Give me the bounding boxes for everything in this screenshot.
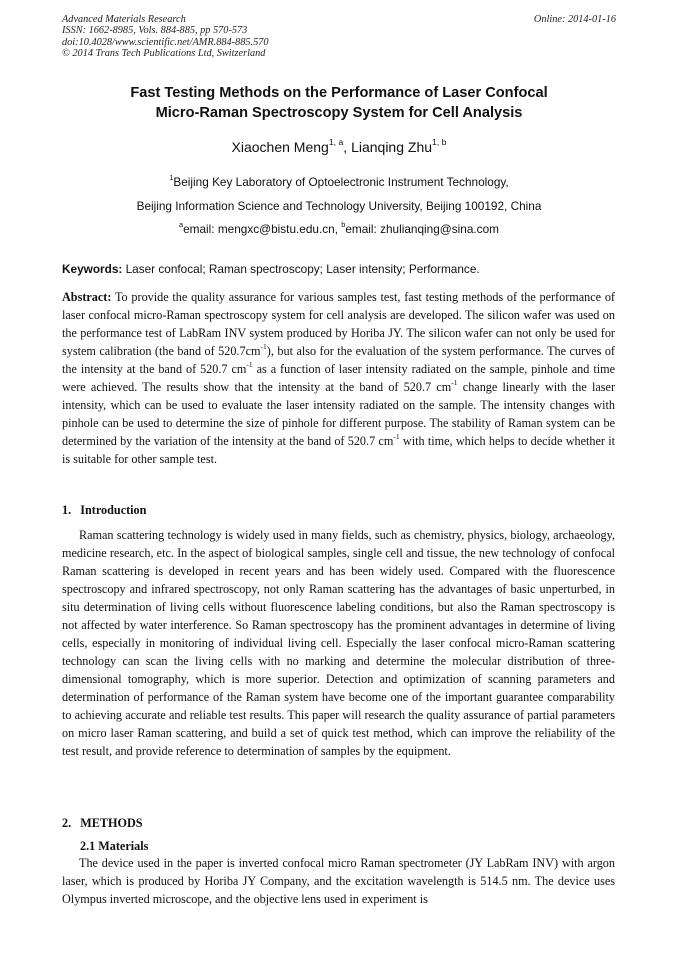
email-line: [0, 222, 678, 236]
journal-issn: ISSN: 1662-8985, Vols. 884-885, pp 570-573: [62, 25, 248, 37]
email-b-mark: b: [341, 220, 346, 230]
paper-title: [0, 83, 678, 123]
email-a[interactable]: email: mengxc@bistu.edu.cn,: [183, 222, 342, 236]
affiliation-mark: 1: [169, 173, 174, 183]
author-list: [0, 138, 678, 156]
journal-name: Advanced Materials Research: [62, 14, 186, 25]
unit-exponent: -1: [451, 378, 458, 388]
keywords-text: Laser confocal; Raman spectroscopy; Laser intensity; Performance.: [122, 262, 480, 276]
author-1-affil-mark: 1, a: [328, 137, 344, 148]
abstract-text-3: as a function of laser intensity radiated on the sample, pinhole and time were achieved. The results show that the intensity at the band of 520.7 cm: [62, 362, 615, 394]
journal-copyright: © 2014 Trans Tech Publications Ltd, Switzerland: [62, 48, 266, 60]
abstract-label: Abstract:: [62, 290, 112, 304]
keywords: [62, 262, 480, 276]
abstract: [62, 288, 615, 468]
affiliation-line-2: Beijing Information Science and Technology University, Beijing 100192, China: [136, 199, 542, 213]
author-2-name: Lianqing Zhu: [351, 139, 433, 155]
email-b[interactable]: email: zhulianqing@sina.com: [345, 222, 499, 236]
subsection-heading-materials: 2.1 Materials: [80, 839, 149, 853]
materials-paragraph: The device used in the paper is inverted confocal micro Raman spectrometer (JY LabRam INV) with argon laser, which is produced by Horiba JY Company, and the excitation wavelength is 514.5 nm. The device uses Olympus inverted microscope, and the objective lens used in experiment is: [62, 856, 615, 906]
unit-exponent: -1: [246, 360, 253, 370]
introduction-paragraph: Raman scattering technology is widely used in many fields, such as chemistry, physics, biology, archaeology, medicine research, etc. In the aspect of biological samples, single cell and tissue, the new technology of confocal Raman scattering is developed in recent years and has been widely used. Compared with the fluorescence spectroscopy and infrared spectroscopy, not only Raman scattering has the advantages of basic unperturbed, in situ determination of living cells without fluorescence labeling conditions, but also the Raman spectroscopy is not affected by water interference. So Raman spectroscopy has the prominent advantages in determine of living cells, especially in monitoring of individual living cell. Especially the laser confocal micro-Raman scattering technology can scan the living cells with no marking and determine the molecular distribution of three-dimensional tomography, which is more superior. Detection and optimization of scanning parameters and determination of performance of the Raman system have become one of the important guarantee comparability to achieving accurate and reliable test results. This paper will research the quality assurance of partial parameters on micro laser Raman scattering, and build a set of quick test method, which can improve the reliability of the test result, and provide reference to determination of samples by the equipment.: [62, 528, 615, 758]
keywords-label: Keywords:: [62, 262, 123, 276]
affiliation-line-1: [0, 175, 678, 189]
abstract-text-4: change linearly with the laser intensity, which can be used to evaluate the laser intensity radiated on the sample. The intensity changes with pinhole can be used to determine the size of pinhole for different purpose. The stability of Raman system can be determined by the variation of the intensity at the band of 520.7 cm: [62, 380, 615, 448]
email-a-mark: a: [179, 220, 184, 230]
author-1-name: Xiaochen Meng: [231, 139, 329, 155]
journal-doi[interactable]: doi:10.4028/www.scientific.net/AMR.884-885.570: [62, 36, 269, 48]
section-heading-introduction: 1. Introduction: [62, 503, 147, 517]
section-heading-methods: 2. METHODS: [62, 816, 143, 830]
unit-exponent: -1: [393, 432, 400, 442]
author-separator: ,: [343, 139, 352, 155]
author-2-affil-mark: 1, b: [432, 137, 447, 148]
abstract-text-2: ), but also for the evaluation of the system performance. The curves of the intensity at the band of 520.7 cm: [62, 344, 615, 376]
title-line-1: Fast Testing Methods on the Performance of Laser Confocal: [130, 85, 548, 101]
title-line-2: Micro-Raman Spectroscopy System for Cell Analysis: [155, 105, 523, 121]
abstract-text-1: To provide the quality assurance for various samples test, fast testing methods of the performance of laser confocal micro-Raman spectroscopy system for cell analysis are developed. The silicon wafer was used on the performance test of LabRam INV system produced by Horiba JY. The silicon wafer can not only be used for system calibration (the band of 520.7cm: [62, 290, 615, 358]
abstract-text-5: with time, which helps to decide whether it is suitable for other sample test.: [62, 434, 615, 466]
affiliation-text-1: Beijing Key Laboratory of Optoelectronic Instrument Technology,: [173, 175, 509, 189]
unit-exponent: -1: [260, 342, 267, 352]
online-date: Online: 2014-01-16: [533, 14, 616, 25]
journal-info: [62, 14, 269, 60]
